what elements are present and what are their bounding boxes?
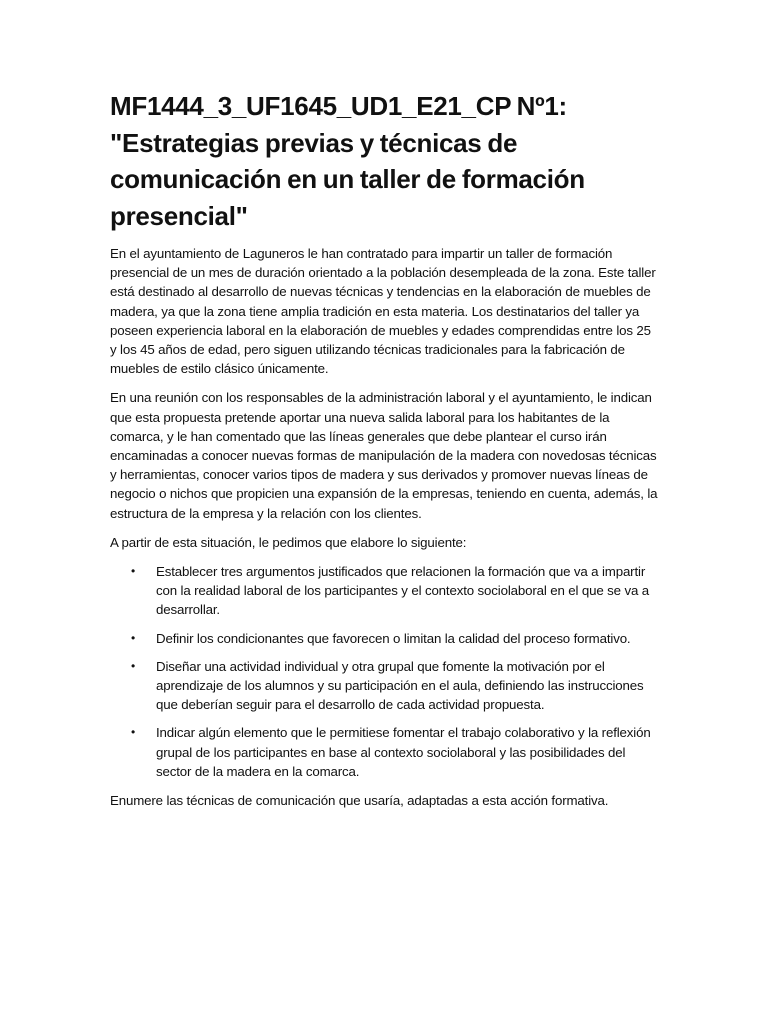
list-item bbox=[110, 657, 658, 715]
bullet-icon: • bbox=[131, 564, 136, 579]
bullet-icon: • bbox=[131, 658, 136, 673]
list-item bbox=[110, 723, 658, 781]
list-item-text: Definir los condicionantes que favorecen o limitan la calidad del proceso formativo. bbox=[156, 630, 631, 646]
list-item-text: Indicar algún elemento que le permitiese fomentar el trabajo colaborativo y la reflexión grupal de los participantes en base al contexto sociolaboral y las posibilidades del sector de la madera en la comarca. bbox=[156, 725, 651, 779]
bullet-icon: • bbox=[131, 630, 136, 645]
list-item bbox=[110, 629, 658, 648]
list-item-text: Diseñar una actividad individual y otra grupal que fomente la motivación por el aprendizaje de los alumnos y su participación en el aula, definiendo las instrucciones que deberían seguir para el desarrollo de cada actividad propuesta. bbox=[156, 658, 644, 713]
intro-paragraph: En el ayuntamiento de Laguneros le han contratado para impartir un taller de formación presencial de un mes de duración orientado a la población desempleada de la zona. Este taller está destinado al desarrollo de nuevas técnicas y tendencias en la elaboración de muebles de madera, ya que la zona tiene amplia tradición en esta materia. Los destinatarios del taller ya poseen experiencia laboral en la elaboración de muebles y edades comprendidas entre los 25 y los 45 años de edad, pero siguen utilizando técnicas tradicionales para la fabricación de muebles de estilo clásico únicamente. bbox=[110, 246, 656, 377]
bullet-icon: • bbox=[131, 725, 136, 740]
task-list bbox=[110, 562, 658, 781]
document-title: MF1444_3_UF1645_UD1_E21_CP Nº1: "Estrategias previas y técnicas de comunicación en un taller de formación presencial" bbox=[110, 91, 585, 231]
closing-paragraph: Enumere las técnicas de comunicación que usaría, adaptadas a esta acción formativa. bbox=[110, 793, 609, 809]
list-item-text: Establecer tres argumentos justificados que relacionen la formación que va a impartir con la realidad laboral de los participantes y el contexto sociolaboral en el que se va a desarrollar. bbox=[156, 564, 649, 618]
document-page bbox=[110, 88, 658, 820]
context-paragraph: En una reunión con los responsables de la administración laboral y el ayuntamiento, le indican que esta propuesta pretende aportar una nueva salida laboral para los habitantes de la comarca, y le han comentado que las líneas generales que debe plantear el curso irán encaminadas a conocer nuevas formas de manipulación de la madera con novedosas técnicas y herramientas, conocer varios tipos de madera y sus derivados y promover nuevas líneas de negocio o nichos que propicien una expansión de la empresas, teniendo en cuenta, además, la estructura de la empresa y la relación con los clientes. bbox=[110, 390, 658, 521]
list-item bbox=[110, 562, 658, 620]
task-intro-paragraph: A partir de esta situación, le pedimos que elabore lo siguiente: bbox=[110, 534, 467, 550]
